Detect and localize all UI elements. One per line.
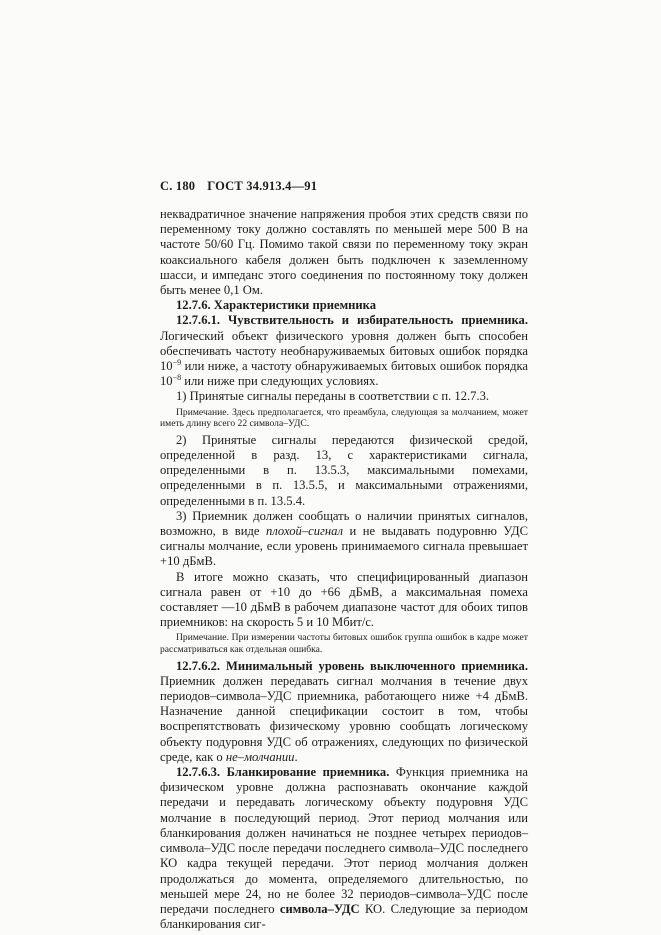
standard-code: ГОСТ 34.913.4—91 [207,179,318,193]
paragraph-continuation: неквадратичное значение напряжения пробоя этих средств связи по переменному току должно составлять по меньшей мере 500 В на частоте 50/60 Гц. Помимо такой связи по переменному току экран коаксиального кабеля должен быть подключен к заземленному шасси, и импеданс этого соединения по постоянному току должен быть менее 0,1 Ом. [160,207,528,298]
section-title: 12.7.6.1. Чувствительность и избирательность приемника. [176,313,528,328]
list-item-3: 3) Приемник должен сообщать о наличии принятых сигналов, возможно, в виде плохой–сигнал и не выдавать подуровню УДС сигналы молчание, если уровень принимаемого сигнала превышает +10 дБмВ. [160,508,528,569]
section-title: 12.7.6.3. Бланкирование приемника. [176,765,390,780]
list-item-2: 2) Принятые сигналы передаются физической средой, определенной в разд. 13, с характеристиками сигнала, определенными в п. 13.5.3, максимальными помехами, определенными в п. 13.5.5, и максимальными отражениями, определенными в п. 13.5.4. [160,432,528,508]
section-12-7-6-1: 12.7.6.1. Чувствительность и избирательность приемника. Логический объект физического уровня должен быть способен обеспечивать частоту необнаруживаемых битовых ошибок порядка $10^{-9}$ или ниже, а частоту обнаруживаемых битовых ошибок порядка $10^{-8}$ или ниже при следующих условиях. [160,313,528,389]
document-body [160,207,528,932]
section-title: 12.7.6.2. Минимальный уровень выключенного приемника. [176,658,528,673]
list-item-1: 1) Принятые сигналы переданы в соответствии с п. 12.7.3. [176,389,490,404]
page-number: С. 180 [160,179,196,193]
section-title: 12.7.6. Характеристики приемника [176,298,377,313]
summary-paragraph: В итоге можно сказать, что специфицированный диапазон сигнала равен от +10 до +66 дБмВ, а максимальная помеха составляет —10 дБмВ в рабочем диапазоне частот для обоих типов приемников: на скорость 5 и 10 Мбит/с. [160,569,528,630]
note-bit-errors: Примечание. При измерении частоты битовых ошибок группа ошибок в кадре может рассматриваться как отдельная ошибка. [160,632,528,656]
note-preamble: Примечание. Здесь предполагается, что преамбула, следующая за молчанием, может иметь длину всего 22 символа–УДС. [160,406,528,430]
page-header [160,179,329,194]
section-heading-12-7-6 [160,298,528,313]
section-12-7-6-3: 12.7.6.3. Бланкирование приемника. Функция приемника на физическом уровне должна распознавать окончание каждой передачи и передавать логическому объекту подуровня УДС молчание в последующий период. Этот период молчания или бланкирования должен начинаться не позднее четырех периодов–символа–УДС после передачи последнего символа–УДС последнего КО кадра текущей передачи. Этот период молчания должен продолжаться до момента, определяемого длительностью, по меньшей мере 24, но не более 32 периодов–символа–УДС после передачи последнего символа–УДС КО. Следующие за периодом бланкирования сиг- [160,765,528,932]
section-12-7-6-2: 12.7.6.2. Минимальный уровень выключенного приемника. Приемник должен передавать сигнал молчания в течение двух периодов–символа–УДС приемника, работающего ниже +4 дБмВ. Назначение данной спецификации состоит в том, чтобы воспрепятствовать физическому уровню сообщать логическому объекту подуровня УДС об отражениях, следующих по физической среде, как о не–молчании. [160,658,528,764]
